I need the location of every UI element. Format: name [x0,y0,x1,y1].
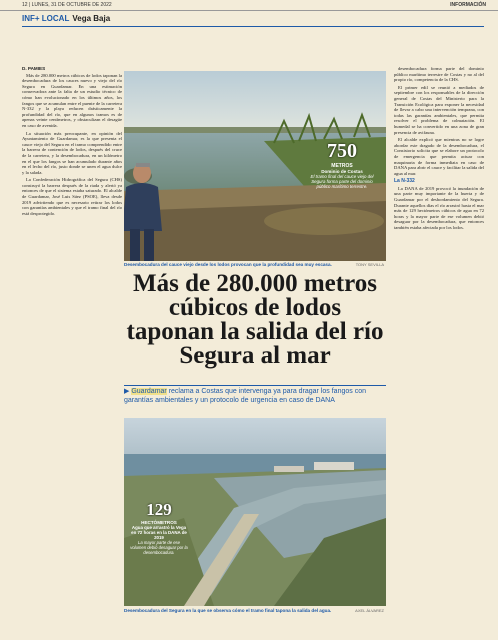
caption-text: Desembocadura del cauce viejo desde los lodos provocan que la profundidad sea muy escasa. [124,262,332,267]
stat-129-text: La mayor parte de ese volumen debió desaguar por la desembocadura. [130,540,188,555]
stat-129-title: Agua que arrastró la Vega en 72 horas en la DANA de 2019 [131,525,187,540]
right-subhead: La N-332 [394,178,415,185]
right-paragraph: El primer edil se reunió a mediados de septiembre con los responsables de la dirección general de Costas del Ministerio para la Transición Ecológica para exponer la necesidad de llevar a cabo una intervención temprana, con todas las garantías ambientales, que permita resolver el problema de colmatación. El humedal se ha convertido en una zona de gran presencia de avifauna. [394,84,484,135]
caption-text: Desembocadura del Segura en la que se observa cómo el tramo final tapona la salida del agua. [124,608,332,613]
right-column [394,66,484,621]
right-paragraph: La DANA de 2019 provocó la inundación de una parte muy importante de la huerta y de Guardamar por el desbordamiento del Segura. Durante aquellos días el río arrastró hasta el mar más de 129 hectómetros cúbicos de agua en 72 horas y la mayor parte de ese volumen debió desaguar por la desembocadura, que entonces también estaba afectada por los lodos. [394,185,484,231]
stat-750-text: El tramo final del cauce viejo del Segura forma parte del dominio público marítimo terrestre. [310,174,374,189]
left-column [22,66,122,621]
stat-750-unit: METROS [331,163,353,169]
stat-129-hectometres [130,500,188,555]
photo-riverbank-caption [124,262,386,270]
standfirst-highlight: Guardamar [131,388,167,395]
page-header [0,0,498,11]
stat-129-unit: HECTÓMETROS [141,520,177,525]
stat-750-number: 750 [327,140,357,162]
section-primary: INF+ LOCAL [22,14,70,23]
page-date: 12 | LUNES, 31 DE OCTUBRE DE 2022 [22,2,112,8]
stat-750-title: Dominio de Costas [321,169,363,174]
photo-credit: TONY SEVILLA [355,262,384,267]
section-label [22,14,110,24]
left-paragraph: La situación más preocupante, en opinión del Ayuntamiento de Guardamar, es la que presenta el cauce viejo del Segura en el tramo comprendido entre la barrera de contención de lodos, después del cruce de la carretera, y la desembocadura, en un kilómetro en el que los fangos se han acumulado durante años en el lecho del río, justo donde se unen el agua dulce y la salada. [22,130,122,175]
standfirst [124,388,386,405]
section-secondary: Vega Baja [72,14,111,23]
stat-129-number: 129 [146,500,172,519]
left-paragraph: Más de 280.000 metros cúbicos de lodos taponan la desembocadura de los cauces nuevo y viejo del río Segura en Guardamar. En una estimación conservadora ante la falta de un estudio técnico de cómo han evolucionado en los últimos años, los fangos que se acumulan entre el puente de la carretera N-332 y la playa reducen drásticamente la profundidad del río, que en algunos tramos es de apenas veinte centímetros, y obstaculizan el desagüe en caso de avenida. [22,72,122,128]
triangle-icon: ▶ [124,388,130,395]
right-paragraph: El alcalde explicó que mientras no se logre abordar este dragado de la desembocadura, el Consistorio solicita que se elabore un protocolo de emergencia que permita actuar con maquinaria de forma inmediata en caso de DANA para abrir el cauce y facilitar la salida del agua al mar. [394,137,484,176]
right-paragraph: desembocadura forma parte del dominio público marítimo terrestre de Costas y no al del propio río, competencia de la CHS. [394,66,484,83]
byline: D. PAMIES [22,66,46,71]
headline-rule [124,385,386,386]
newspaper-name: INFORMACIÓN [450,2,486,8]
stat-750-meters [299,140,385,189]
standfirst-text: reclama a Costas que intervenga ya para dragar los fangos con garantías ambientales y un protocolo de urgencia en caso de DANA [124,388,366,404]
left-paragraph: La Confederación Hidrográfica del Segura (CHS) construyó la barrera después de la riada y alertó ya entonces de que el sistema estaba saturado. El alcalde de Guardamar, José Luis Sáez (PSOE), lleva desde 2019 advirtiendo que es necesario retirar los lodos con garantías ambientales y que el tramo final del río está desprotegido. [22,177,122,216]
photo-credit: AXEL ÁLVAREZ [355,608,384,613]
headline: Más de 280.000 metros cúbicos de lodos taponan la salida del río Segura al mar [126,270,384,369]
photo-river-mouth-caption [124,608,386,616]
section-rule [22,26,484,27]
